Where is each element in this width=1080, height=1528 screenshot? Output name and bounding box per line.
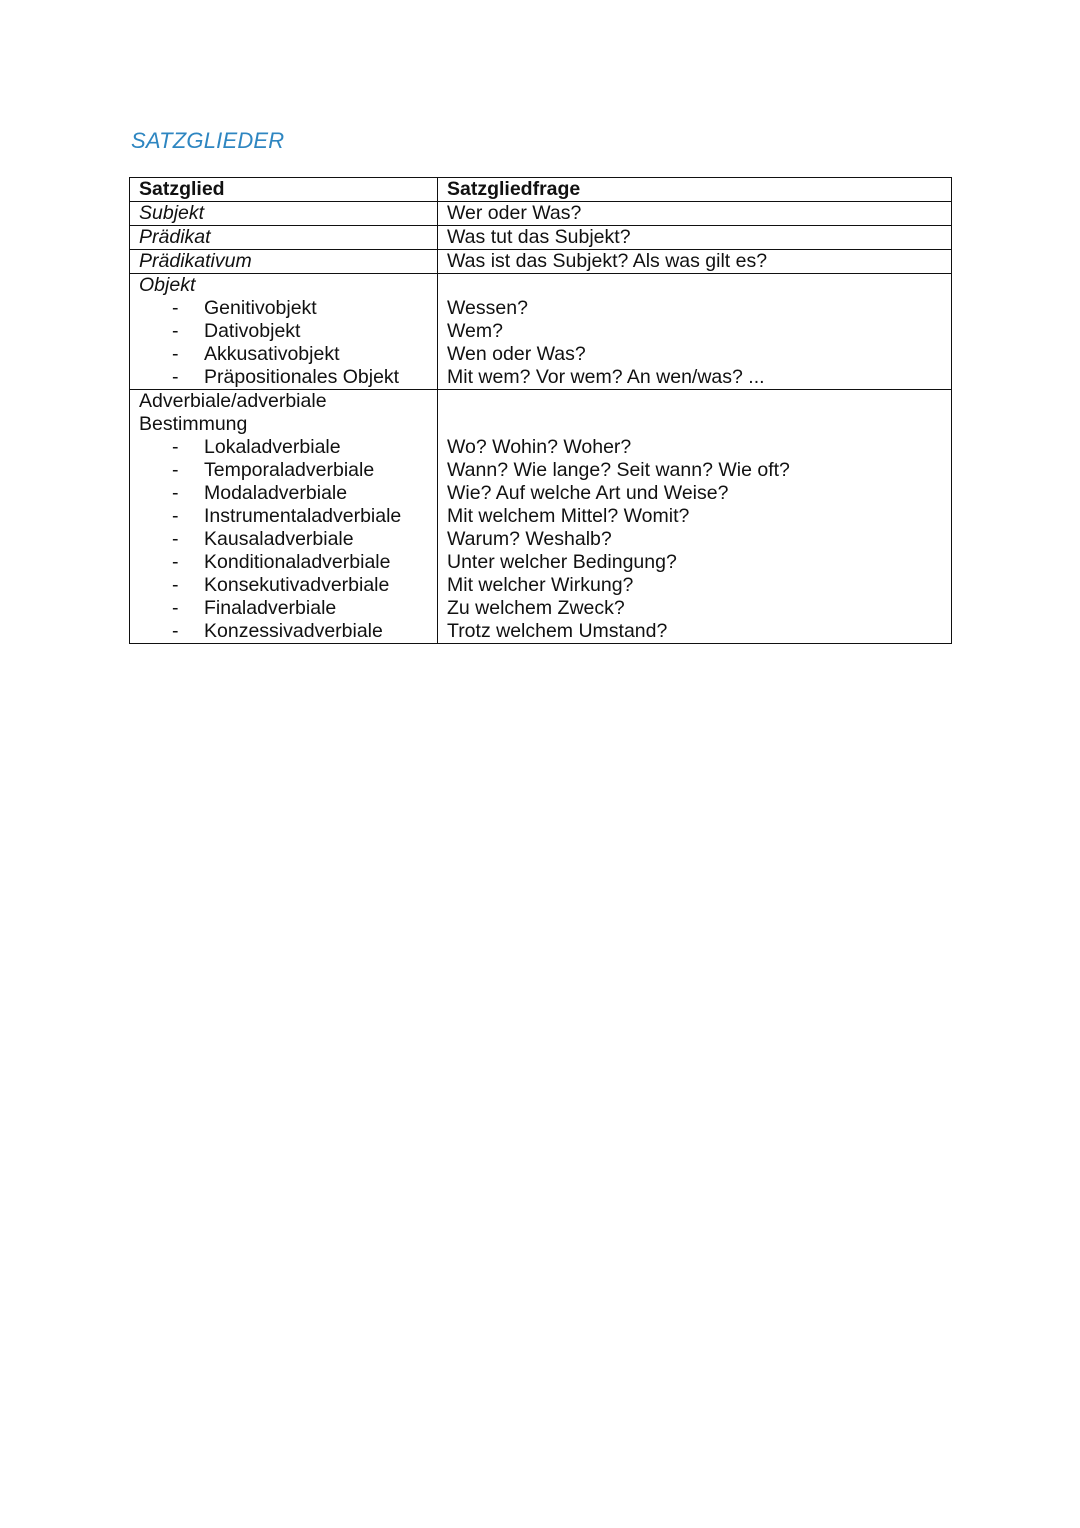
bullet-dash: - (172, 551, 179, 573)
page-title: SATZGLIEDER (131, 128, 285, 153)
list-item (139, 574, 428, 597)
item-frage: Wessen? (447, 297, 528, 319)
header-satzgliedfrage: Satzgliedfrage (438, 178, 952, 202)
item-name: Modaladverbiale (204, 482, 348, 504)
table-row-objekt (130, 274, 952, 390)
satzglieder-table (129, 177, 952, 644)
item-name: Dativobjekt (204, 320, 301, 342)
bullet-dash: - (172, 343, 179, 365)
item-frage: Wo? Wohin? Woher? (447, 436, 632, 458)
adverbiale-label-line1: Adverbiale/adverbiale (139, 390, 327, 412)
item-frage: Wem? (447, 320, 503, 342)
item-name: Präpositionales Objekt (204, 366, 400, 388)
item-name: Finaladverbiale (204, 597, 337, 619)
table-header-row (130, 178, 952, 202)
list-item (139, 297, 428, 320)
cell-frage: Was tut das Subjekt? (438, 226, 952, 250)
bullet-dash: - (172, 574, 179, 596)
item-name: Konzessivadverbiale (204, 620, 383, 642)
bullet-dash: - (172, 297, 179, 319)
bullet-dash: - (172, 320, 179, 342)
bullet-dash: - (172, 620, 179, 642)
item-name: Genitivobjekt (204, 297, 317, 319)
spacer-line (447, 390, 942, 413)
table-row-adverbiale (130, 390, 952, 644)
item-frage: Warum? Weshalb? (447, 528, 612, 550)
list-item (139, 528, 428, 551)
item-frage: Wie? Auf welche Art und Weise? (447, 482, 729, 504)
item-frage: Mit welchem Mittel? Womit? (447, 505, 690, 527)
table-row (130, 226, 952, 250)
list-item (139, 320, 428, 343)
cell-satzglied: Prädikat (130, 226, 438, 250)
list-item (139, 551, 428, 574)
list-item (139, 482, 428, 505)
list-item (139, 343, 428, 366)
item-name: Kausaladverbiale (204, 528, 354, 550)
spacer-line (447, 413, 942, 436)
cell-adverbiale-fragen (438, 390, 952, 644)
item-name: Konsekutivadverbiale (204, 574, 390, 596)
bullet-dash: - (172, 528, 179, 550)
item-frage: Trotz welchem Umstand? (447, 620, 668, 642)
list-item (139, 366, 428, 389)
cell-satzglied: Subjekt (130, 202, 438, 226)
cell-objekt-fragen (438, 274, 952, 390)
bullet-dash: - (172, 436, 179, 458)
item-name: Akkusativobjekt (204, 343, 340, 365)
item-name: Lokaladverbiale (204, 436, 341, 458)
header-satzglied: Satzglied (130, 178, 438, 202)
list-item (139, 620, 428, 643)
list-item (139, 436, 428, 459)
list-item (139, 597, 428, 620)
adverbiale-label-line2: Bestimmung (139, 413, 248, 435)
spacer-line (447, 274, 942, 297)
cell-frage: Wer oder Was? (438, 202, 952, 226)
cell-adverbiale-group (130, 390, 438, 644)
bullet-dash: - (172, 505, 179, 527)
item-name: Instrumentaladverbiale (204, 505, 402, 527)
item-frage: Zu welchem Zweck? (447, 597, 625, 619)
cell-satzglied: Prädikativum (130, 250, 438, 274)
item-frage: Wen oder Was? (447, 343, 586, 365)
objekt-label: Objekt (139, 274, 196, 296)
list-item (139, 505, 428, 528)
bullet-dash: - (172, 459, 179, 481)
item-frage: Mit wem? Vor wem? An wen/was? ... (447, 366, 765, 388)
bullet-dash: - (172, 482, 179, 504)
table-row (130, 250, 952, 274)
cell-objekt-group (130, 274, 438, 390)
table-row (130, 202, 952, 226)
item-frage: Wann? Wie lange? Seit wann? Wie oft? (447, 459, 790, 481)
bullet-dash: - (172, 366, 179, 388)
item-name: Temporaladverbiale (204, 459, 375, 481)
item-frage: Mit welcher Wirkung? (447, 574, 634, 596)
item-name: Konditionaladverbiale (204, 551, 391, 573)
cell-frage: Was ist das Subjekt? Als was gilt es? (438, 250, 952, 274)
bullet-dash: - (172, 597, 179, 619)
list-item (139, 459, 428, 482)
item-frage: Unter welcher Bedingung? (447, 551, 677, 573)
